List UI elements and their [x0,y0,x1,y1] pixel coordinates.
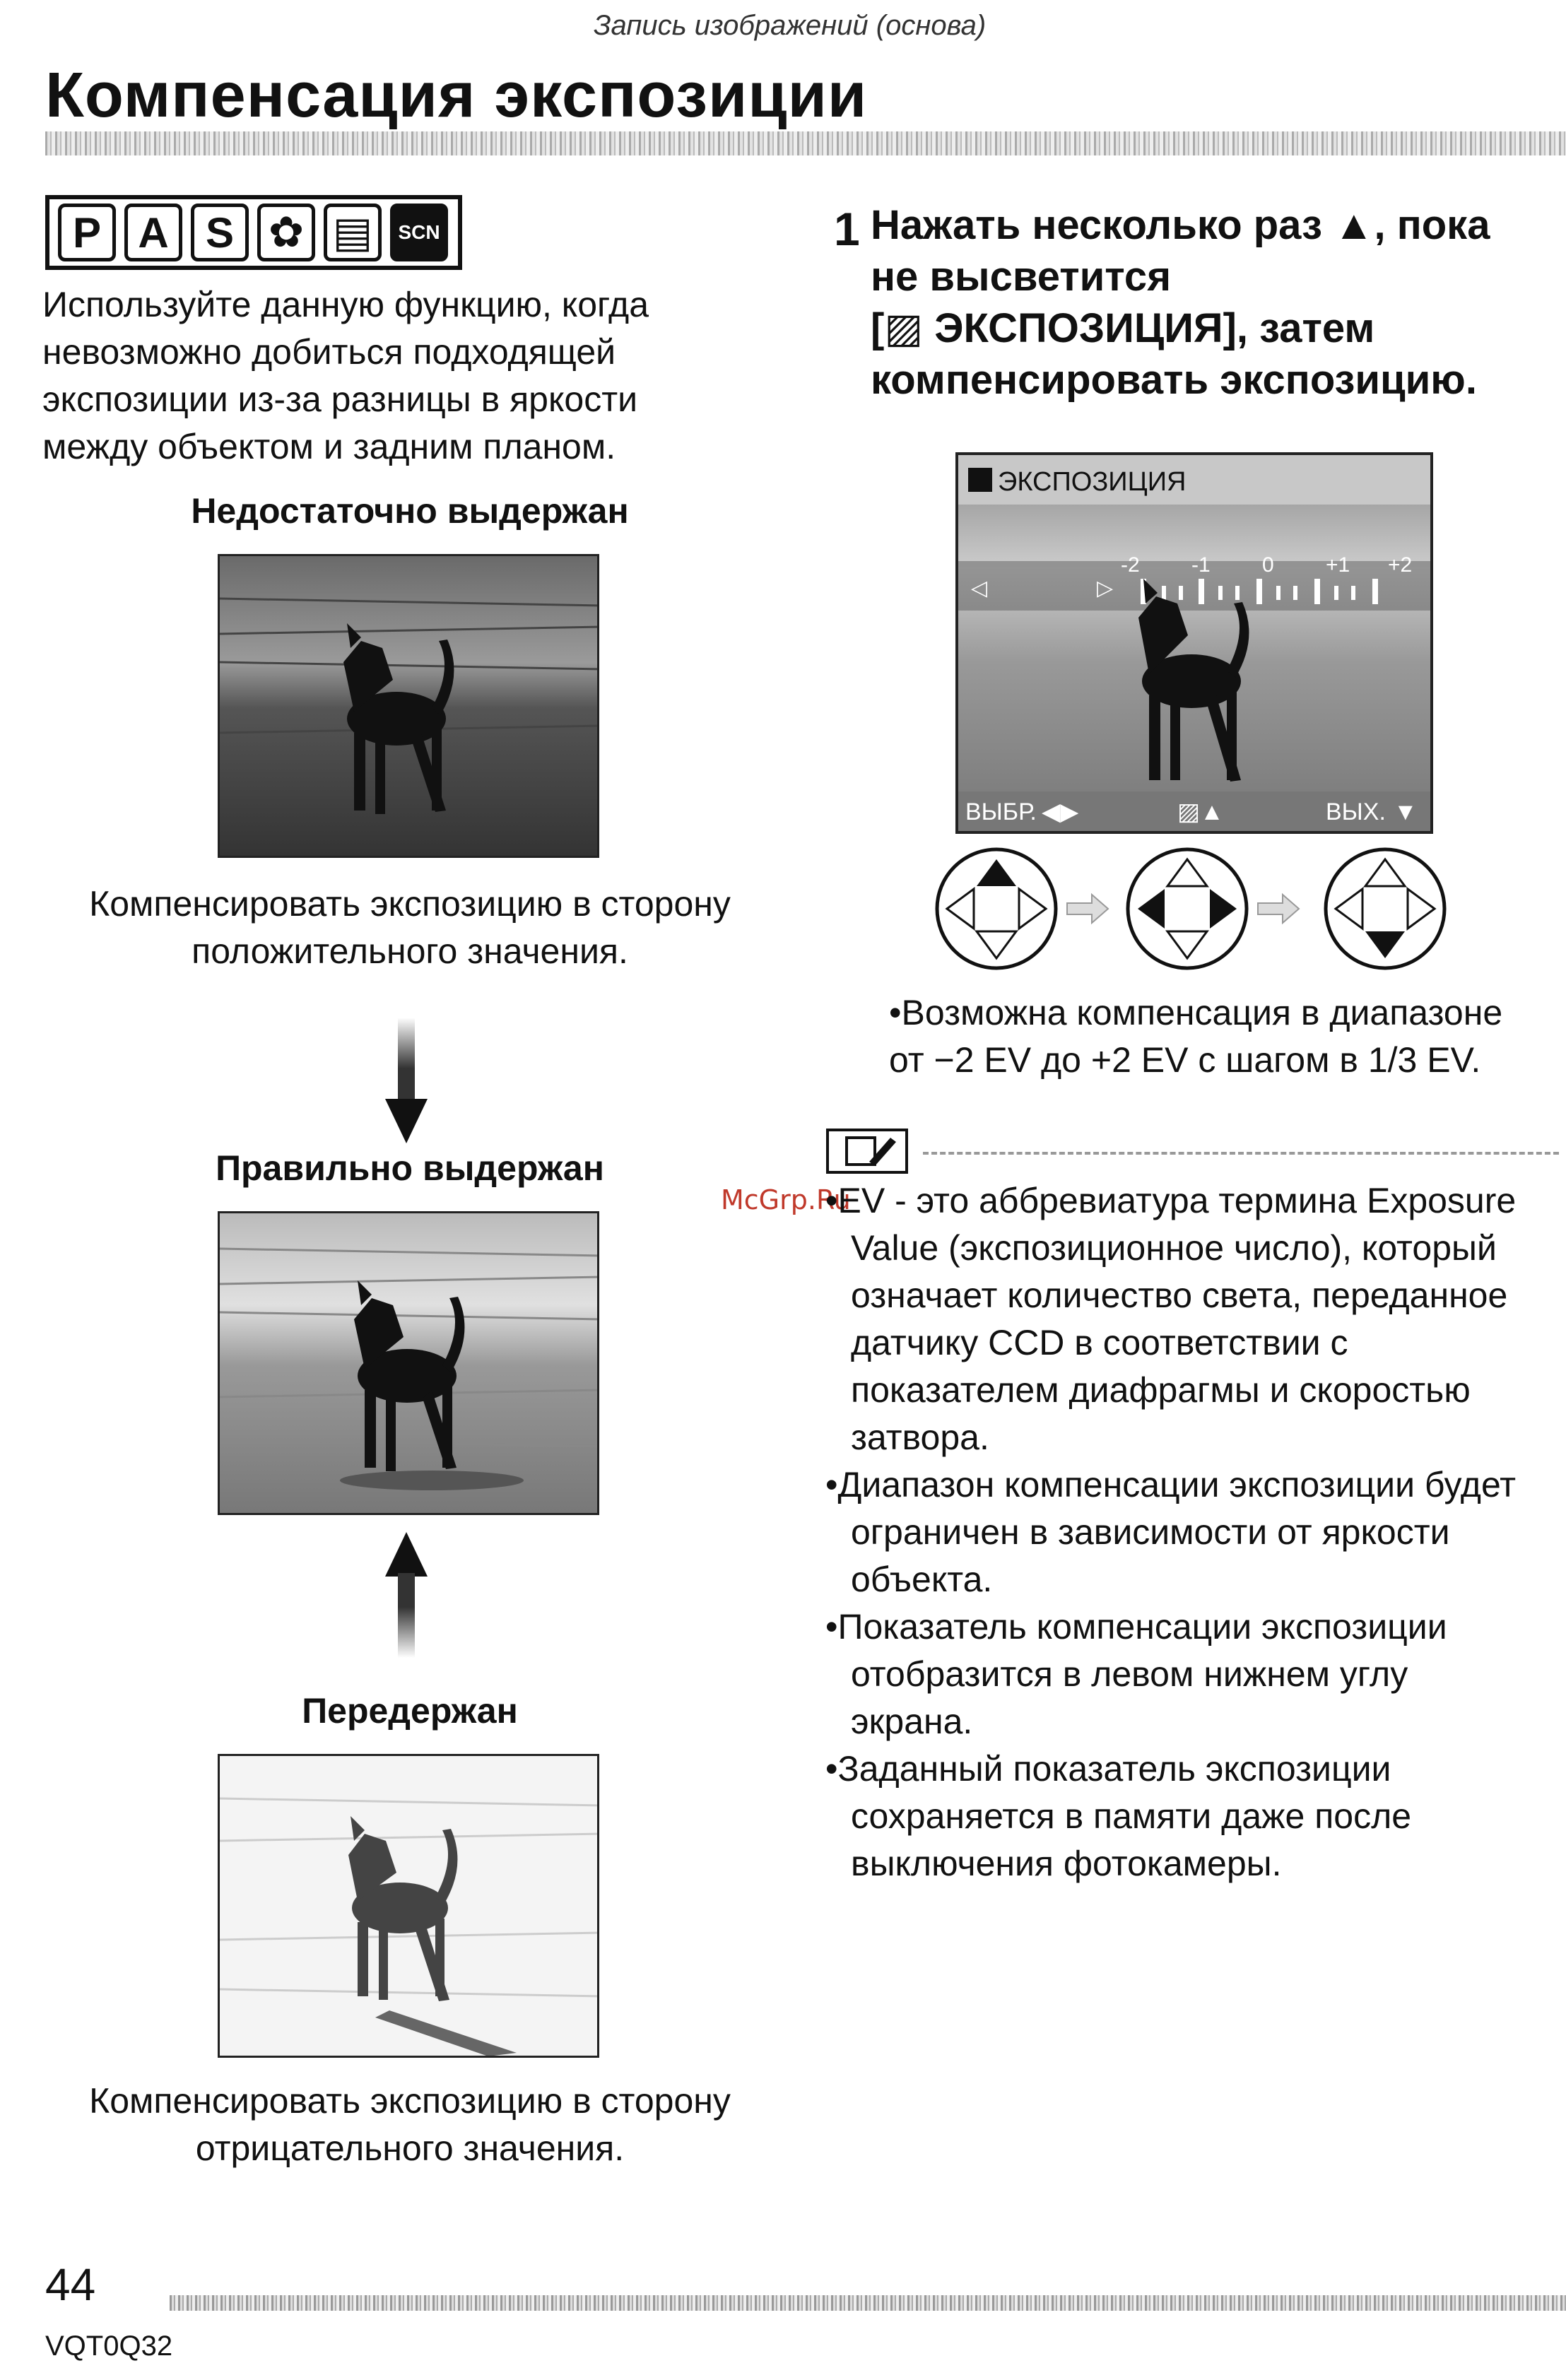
document-code: VQT0Q32 [45,2331,173,2362]
intro-text: Используйте данную функцию, когда невозможно добиться подходящей экспозиции из-за разницы в яркости между объектом и задним планом. [42,285,649,466]
arrow-down-icon [385,1018,428,1145]
note-divider [923,1152,1559,1155]
step-number: 1 [834,203,860,255]
exposure-icon [968,468,992,492]
under-exposed-title: Недостаточно выдержан [191,491,629,531]
svg-text:▨▲: ▨▲ [1177,799,1224,825]
over-exposed-hint-1: Компенсировать экспозицию в сторону [89,2081,731,2121]
motion-picture-mode-icon: ▤ [324,204,382,261]
watermark: McGrp.Ru [721,1184,851,1215]
svg-text:◁: ◁ [971,577,988,600]
range-note-line-1: •Возможна компенсация в диапазоне [889,993,1503,1032]
scene-mode-icon: SCN [390,204,448,261]
arrow-right-icon [1067,895,1108,923]
svg-text:▷: ▷ [1097,577,1114,600]
svg-text:◀▶: ◀▶ [1042,799,1079,825]
camera-screen [955,452,1433,834]
range-note-line-2: от −2 EV до +2 EV с шагом в 1/3 EV. [889,1040,1481,1080]
cursor-button-sequence [933,845,1456,972]
under-exposed-photo [218,554,599,858]
step-line-4: компенсировать экспозицию. [871,357,1477,403]
arrow-right-icon [1258,895,1299,923]
scale-minus-1: -1 [1191,553,1211,577]
section-subtitle: Запись изображений (основа) [594,10,987,41]
mode-s-icon: S [191,204,249,261]
notes-list [825,1177,1532,1887]
mode-a-icon: A [124,204,182,261]
mode-icons [45,195,462,270]
scale-minus-2: -2 [1121,553,1140,577]
svg-text:▼: ▼ [1394,799,1418,825]
correct-exposure-photo [218,1211,599,1515]
title-rule [45,131,1566,155]
correct-exposure-title: Правильно выдержан [216,1148,604,1188]
scale-plus-2: +2 [1388,553,1413,577]
dpad-down-pressed-icon [1326,849,1444,968]
over-exposed-hint-2: отрицательного значения. [195,2128,625,2168]
under-exposed-hint-1: Компенсировать экспозицию в сторону [89,884,731,924]
footer-rule [170,2295,1566,2311]
over-exposed-photo [218,1754,599,2058]
step-line-3: [▨ ЭКСПОЗИЦИЯ], затем [871,305,1375,351]
macro-mode-icon: ✿ [257,204,315,261]
note-item: •Показатель компенсации экспозиции отобразится в левом нижнем углу экрана. [825,1607,1447,1741]
dpad-up-pressed-icon [937,849,1056,968]
note-item: •EV - это аббревиатура термина Exposure Value (экспозиционное число), который означает количество света, переданное датчику CCD в соответствии с показателем диафрагмы и скоростью затвора. [825,1181,1517,1457]
arrow-up-icon [385,1531,428,1658]
over-exposed-title: Передержан [302,1691,518,1731]
scale-zero: 0 [1262,553,1274,577]
screen-exit-label: ВЫХ. [1326,799,1386,825]
note-item: •Заданный показатель экспозиции сохраняется в памяти даже после выключения фотокамеры. [825,1749,1412,1883]
page-number: 44 [45,2259,96,2310]
range-note [889,989,1553,1084]
screen-label: ЭКСПОЗИЦИЯ [998,467,1187,497]
page-title: Компенсация экспозиции [45,60,868,131]
step-instruction [871,199,1549,406]
step-line-2: не высветится [871,254,1172,300]
dpad-left-right-pressed-icon [1128,849,1247,968]
scale-plus-1: +1 [1326,553,1350,577]
note-icon [825,1128,909,1174]
screen-select-label: ВЫБР. [965,799,1037,825]
mode-p-icon: P [58,204,116,261]
step-line-1: Нажать несколько раз ▲, пока [871,202,1490,248]
note-item: •Диапазон компенсации экспозиции будет ограничен в зависимости от яркости объекта. [825,1465,1517,1599]
under-exposed-hint-2: положительного значения. [192,931,628,971]
